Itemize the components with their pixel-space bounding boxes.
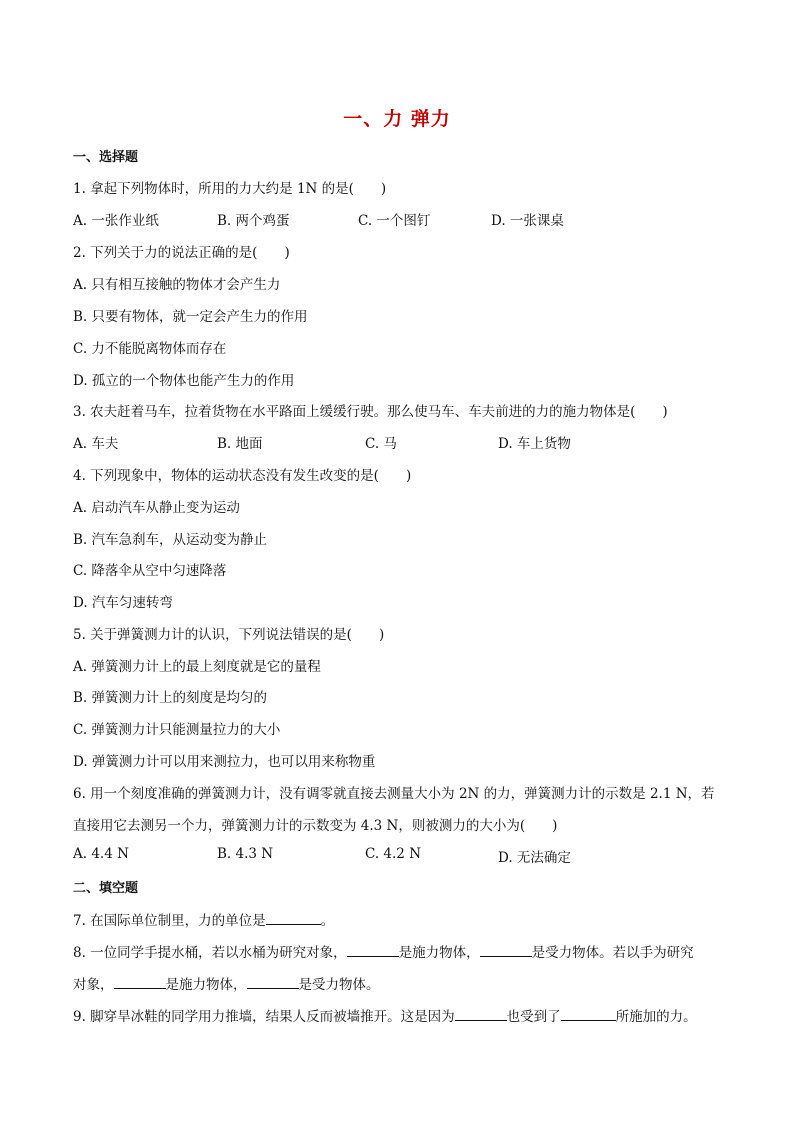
question-7-end: 。 (320, 913, 335, 929)
option-c: C. 4.2 N (365, 846, 422, 862)
question-8-line-1 (73, 941, 694, 961)
question-6-stem-line-1: 6. 用一个刻度准确的弹簧测力计，没有调零就直接去测量大小为 2N 的力，弹簧测力计的示数是 2.1 N，若 (73, 786, 715, 802)
question-4-option-b: B. 汽车急刹车，从运动变为静止 (73, 532, 268, 548)
question-4-option-c: C. 降落伞从空中匀速降落 (73, 563, 227, 579)
question-7-text: 7. 在国际单位制里，力的单位是 (73, 913, 266, 929)
question-2-option-a: A. 只有相互接触的物体才会产生力 (73, 277, 281, 293)
question-2-option-c: C. 力不能脱离物体而存在 (73, 341, 227, 357)
question-8-text-f: 是受力物体。 (298, 977, 380, 993)
question-4-stem: 4. 下列现象中，物体的运动状态没有发生改变的是( ) (73, 468, 412, 484)
question-2-option-d: D. 孤立的一个物体也能产生力的作用 (73, 373, 295, 389)
question-8-text-c: 是受力物体。若以手为研究 (531, 945, 694, 961)
question-6-stem-line-2: 直接用它去测另一个力，弹簧测力计的示数变为 4.3 N，则被测力的大小为( ) (73, 818, 558, 834)
answer-blank (266, 912, 321, 925)
question-3-stem: 3. 农夫赶着马车，拉着货物在水平路面上缓缓行驶。那么使马车、车夫前进的力的施力物体是( ) (73, 404, 668, 420)
question-4-option-d: D. 汽车匀速转弯 (73, 595, 173, 611)
question-5-option-b: B. 弹簧测力计上的刻度是均匀的 (73, 690, 268, 706)
question-8-text-b: 是施力物体， (398, 945, 480, 961)
question-5-option-d: D. 弹簧测力计可以用来测拉力，也可以用来称物重 (73, 754, 376, 770)
option-b: B. 4.3 N (217, 846, 274, 862)
option-a: A. 一张作业纸 (73, 213, 159, 229)
option-c: C. 马 (365, 436, 397, 452)
option-a: A. 车夫 (73, 436, 119, 452)
question-9-text-c: 所施加的力。 (615, 1009, 697, 1025)
answer-blank (480, 944, 532, 957)
option-d: D. 一张课桌 (491, 213, 564, 229)
question-8-text-a: 8. 一位同学手提水桶，若以水桶为研究对象， (73, 945, 347, 961)
question-2-option-b: B. 只要有物体，就一定会产生力的作用 (73, 309, 308, 325)
question-8-text-d: 对象， (73, 977, 114, 993)
question-7 (73, 909, 334, 929)
option-a: A. 4.4 N (73, 846, 129, 862)
option-d: D. 车上货物 (498, 436, 571, 452)
page-title: 一、力 弹力 (343, 108, 451, 130)
question-1-stem: 1. 拿起下列物体时，所用的力大约是 1N 的是( ) (73, 181, 387, 197)
option-d: D. 无法确定 (498, 850, 571, 866)
question-9-text-a: 9. 脚穿旱冰鞋的同学用力推墙，结果人反而被墙推开。这是因为 (73, 1009, 455, 1025)
section-heading-fill: 二、填空题 (73, 881, 139, 896)
option-b: B. 两个鸡蛋 (217, 213, 290, 229)
answer-blank (455, 1008, 507, 1021)
answer-blank (561, 1008, 616, 1021)
option-c: C. 一个图钉 (358, 213, 431, 229)
question-5-option-c: C. 弹簧测力计只能测量拉力的大小 (73, 722, 281, 738)
answer-blank (347, 944, 399, 957)
question-8-line-2 (73, 973, 380, 993)
question-5-option-a: A. 弹簧测力计上的最上刻度就是它的量程 (73, 659, 321, 675)
question-8-text-e: 是施力物体， (165, 977, 247, 993)
option-b: B. 地面 (217, 436, 263, 452)
question-4-option-a: A. 启动汽车从静止变为运动 (73, 500, 240, 516)
section-heading-choice: 一、选择题 (73, 150, 139, 165)
answer-blank (247, 976, 299, 989)
question-2-stem: 2. 下列关于力的说法正确的是( ) (73, 245, 290, 261)
question-9-text-b: 也受到了 (506, 1009, 561, 1025)
answer-blank (114, 976, 166, 989)
question-5-stem: 5. 关于弹簧测力计的认识，下列说法错误的是( ) (73, 627, 385, 643)
question-9 (73, 1005, 697, 1025)
